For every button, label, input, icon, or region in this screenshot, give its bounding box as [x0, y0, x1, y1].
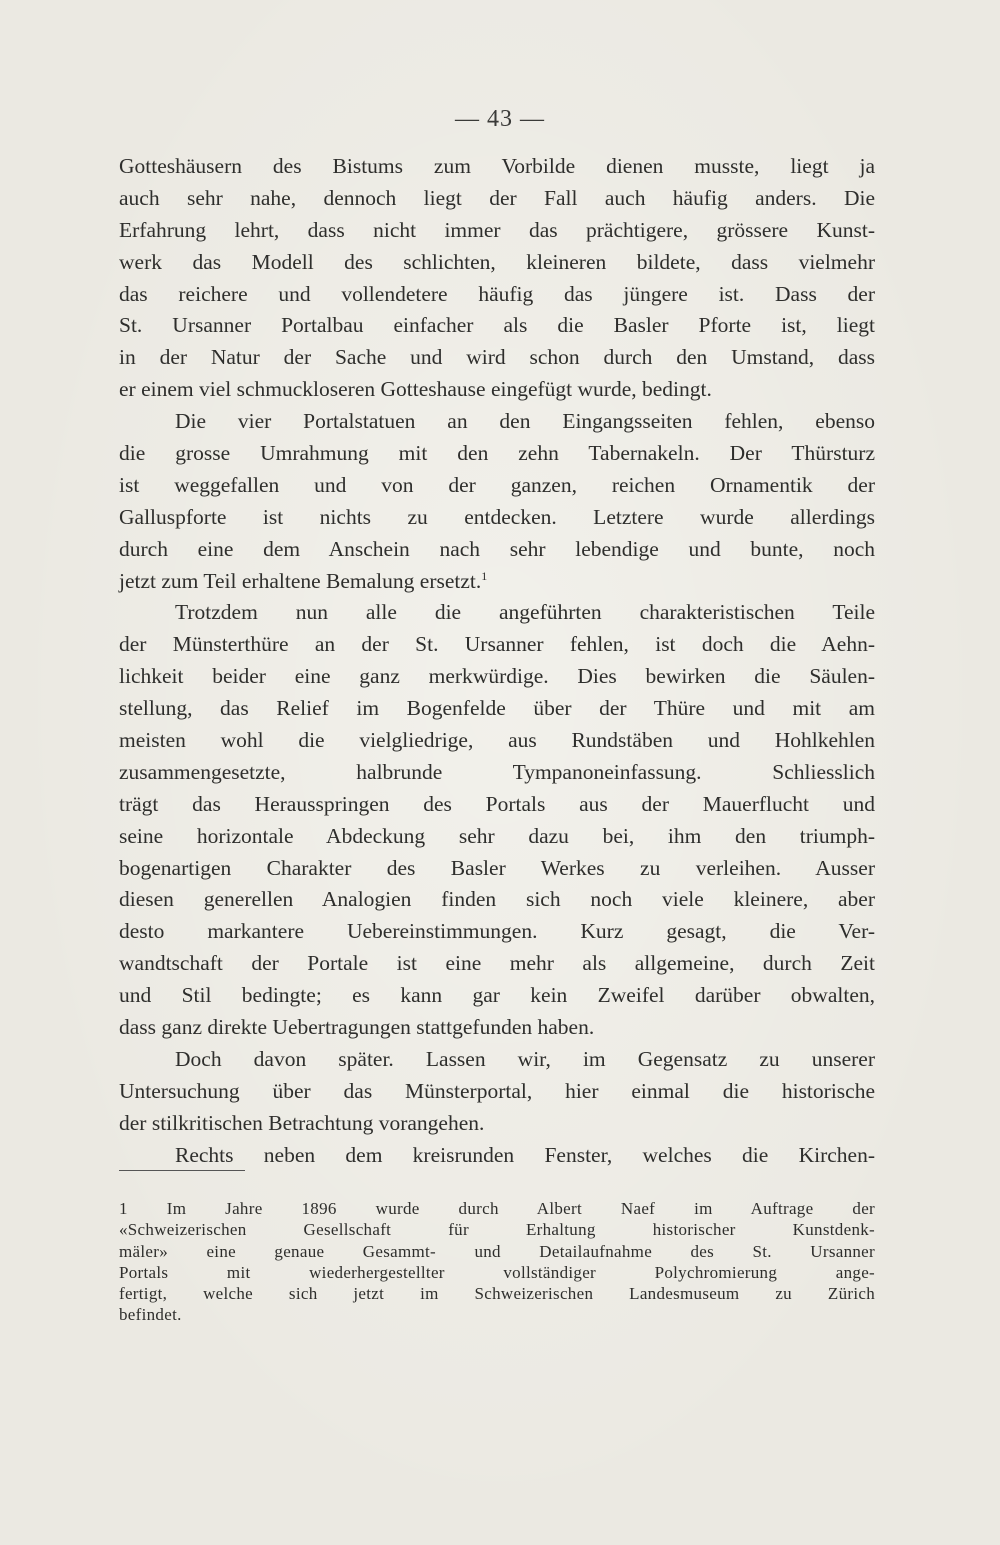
text-line: Die vier Portalstatuen an den Eingangsseiten fehlen, ebenso: [175, 409, 875, 434]
footnote-marker: 1: [481, 568, 488, 583]
text-line: zusammengesetzte, halbrunde Tympanoneinfassung. Schliesslich: [119, 759, 875, 784]
footnote-line: befindet.: [119, 1305, 182, 1325]
text-line: das reichere und vollendetere häufig das jüngere ist. Dass der: [119, 281, 875, 306]
text-line: jetzt zum Teil erhaltene Bemalung ersetzt.: [119, 568, 482, 593]
text-line: werk das Modell des schlichten, kleineren bildete, dass vielmehr: [119, 249, 875, 274]
text-line: in der Natur der Sache und wird schon durch den Umstand, dass: [119, 345, 875, 370]
page-number: — 43 —: [455, 106, 545, 132]
text-line: diesen generellen Analogien finden sich noch viele kleinere, aber: [119, 887, 875, 912]
footnote-line: 1 Im Jahre 1896 wurde durch Albert Naef im Auftrage der: [119, 1199, 875, 1218]
text-line: stellung, das Relief im Bogenfelde über der Thüre und mit am: [119, 696, 875, 721]
text-line: seine horizontale Abdeckung sehr dazu bei, ihm den triumph-: [119, 823, 875, 848]
text-line: der Münsterthüre an der St. Ursanner fehlen, ist doch die Aehn-: [119, 632, 875, 657]
text-line: desto markantere Uebereinstimmungen. Kurz gesagt, die Ver-: [119, 919, 875, 944]
text-line: Erfahrung lehrt, dass nicht immer das prächtigere, grössere Kunst-: [119, 217, 875, 242]
text-line: auch sehr nahe, dennoch liegt der Fall auch häufig anders. Die: [119, 185, 875, 210]
text-line-with-footnote: [119, 566, 875, 598]
text-line: Trotzdem nun alle die angeführten charakteristischen Teile: [175, 600, 875, 625]
text-line: dass ganz direkte Uebertragungen stattgefunden haben.: [119, 1015, 595, 1040]
text-line: trägt das Herausspringen des Portals aus der Mauerflucht und: [119, 791, 875, 816]
text-line: St. Ursanner Portalbau einfacher als die Basler Pforte ist, liegt: [119, 313, 875, 338]
text-line: und Stil bedingte; es kann gar kein Zweifel darüber obwalten,: [119, 983, 875, 1008]
text-line: ist weggefallen und von der ganzen, reichen Ornamentik der: [119, 472, 875, 497]
text-line: Doch davon später. Lassen wir, im Gegensatz zu unserer: [175, 1046, 875, 1071]
text-line: durch eine dem Anschein nach sehr lebendige und bunte, noch: [119, 536, 875, 561]
text-line: bogenartigen Charakter des Basler Werkes zu verleihen. Ausser: [119, 855, 875, 880]
text-line: Galluspforte ist nichts zu entdecken. Letztere wurde allerdings: [119, 504, 875, 529]
footnote-divider: [119, 1170, 245, 1171]
footnote-line: «Schweizerischen Gesellschaft für Erhaltung historischer Kunstdenk-: [119, 1220, 875, 1240]
footnote-line: Portals mit wiederhergestellter vollständiger Polychromierung ange-: [119, 1262, 875, 1282]
footnote-line: mäler» eine genaue Gesammt- und Detailaufnahme des St. Ursanner: [119, 1241, 875, 1261]
text-line: meisten wohl die vielgliedrige, aus Rundstäben und Hohlkehlen: [119, 728, 875, 753]
text-line: Untersuchung über das Münsterportal, hier einmal die historische: [119, 1078, 875, 1103]
text-line: wandtschaft der Portale ist eine mehr als allgemeine, durch Zeit: [119, 951, 875, 976]
footnote-line: fertigt, welche sich jetzt im Schweizerischen Landesmuseum zu Zürich: [119, 1284, 875, 1304]
body-text: [119, 151, 875, 1172]
text-line: er einem viel schmuckloseren Gotteshause eingefügt wurde, bedingt.: [119, 377, 712, 402]
text-line: Gotteshäusern des Bistums zum Vorbilde dienen musste, liegt ja: [119, 154, 875, 178]
text-line: die grosse Umrahmung mit den zehn Tabernakeln. Der Thürsturz: [119, 441, 875, 466]
text-line: der stilkritischen Betrachtung vorangehen.: [119, 1110, 485, 1135]
text-line: Rechts neben dem kreisrunden Fenster, welches die Kirchen-: [175, 1142, 875, 1167]
text-line: lichkeit beider eine ganz merkwürdige. Dies bewirken die Säulen-: [119, 664, 875, 689]
footnote-block: [119, 1198, 875, 1326]
